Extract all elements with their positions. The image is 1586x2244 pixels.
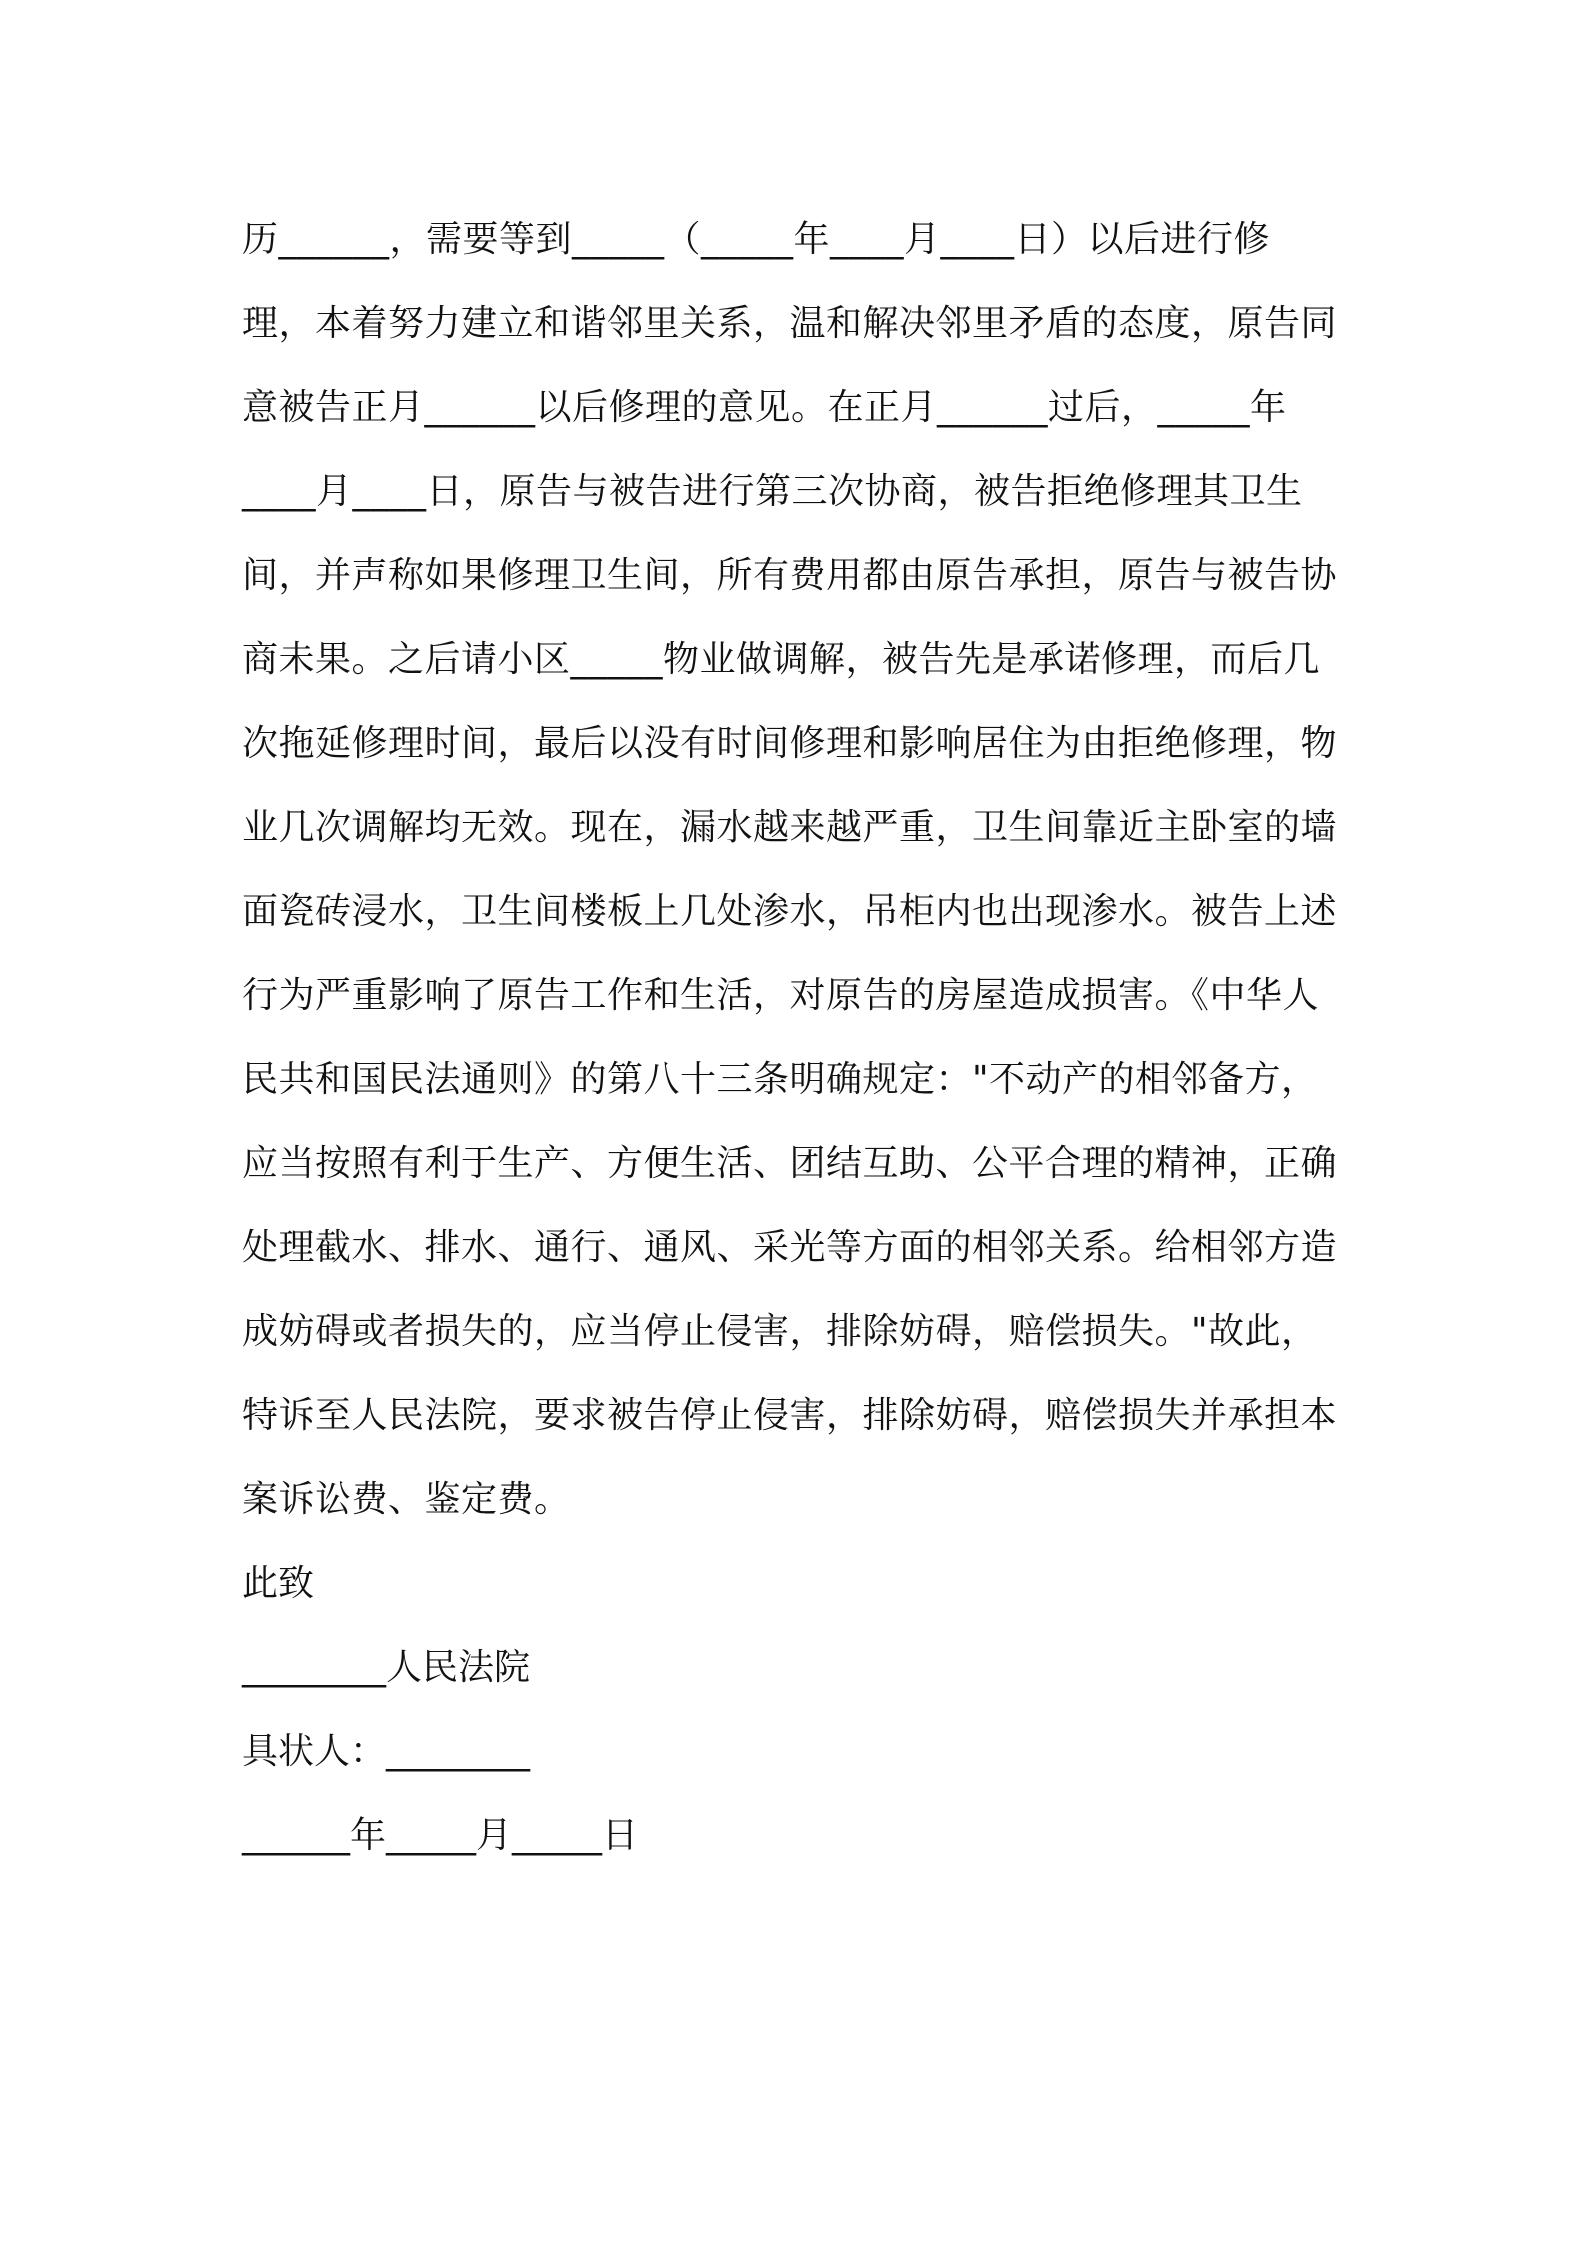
paragraph-line-8: 业几次调解均无效。现在，漏水越来越严重，卫生间靠近主卧室的墙 [242, 807, 1338, 848]
paragraph-line-6: 商未果。之后请小区_____物业做调解，被告先是承诺修理，而后几 [242, 639, 1321, 680]
paragraph-line-2: 理，本着努力建立和谐邻里关系，温和解决邻里矛盾的态度，原告同 [242, 303, 1338, 344]
paragraph-line-5: 间，并声称如果修理卫生间，所有费用都由原告承担，原告与被告协 [242, 555, 1338, 596]
paragraph-line-13: 处理截水、排水、通行、通风、采光等方面的相邻关系。给相邻方造 [242, 1227, 1338, 1268]
paragraph-line-16: 案诉讼费、鉴定费。 [242, 1479, 571, 1520]
court-name: ________人民法院 [242, 1647, 531, 1688]
paragraph-line-12: 应当按照有利于生产、方便生活、团结互助、公平合理的精神，正确 [242, 1143, 1338, 1184]
paragraph-line-14: 成妨碍或者损失的，应当停止侵害，排除妨碍，赔偿损失。"故此， [242, 1311, 1318, 1352]
paragraph-line-11: 民共和国民法通则》的第八十三条明确规定："不动产的相邻备方， [242, 1059, 1318, 1100]
signer-line: 具状人：________ [242, 1731, 531, 1772]
paragraph-line-15: 特诉至人民法院，要求被告停止侵害，排除妨碍，赔偿损失并承担本 [242, 1395, 1338, 1436]
paragraph-line-3: 意被告正月______以后修理的意见。在正月______过后，_____年 [242, 387, 1287, 428]
closing-salutation: 此致 [242, 1563, 315, 1604]
paragraph-line-9: 面瓷砖浸水，卫生间楼板上几处渗水，吊柜内也出现渗水。被告上述 [242, 891, 1338, 932]
paragraph-line-1: 历______，需要等到_____（_____年____月____日）以后进行修 [242, 219, 1271, 260]
paragraph-line-7: 次拖延修理时间，最后以没有时间修理和影响居住为由拒绝修理，物 [242, 723, 1338, 764]
paragraph-line-4: ____月____日，原告与被告进行第三次协商，被告拒绝修理其卫生 [242, 471, 1303, 512]
date-line: ______年_____月_____日 [242, 1815, 638, 1856]
paragraph-line-10: 行为严重影响了原告工作和生活，对原告的房屋造成损害。《中华人 [242, 975, 1320, 1016]
document-body [242, 198, 1362, 1878]
